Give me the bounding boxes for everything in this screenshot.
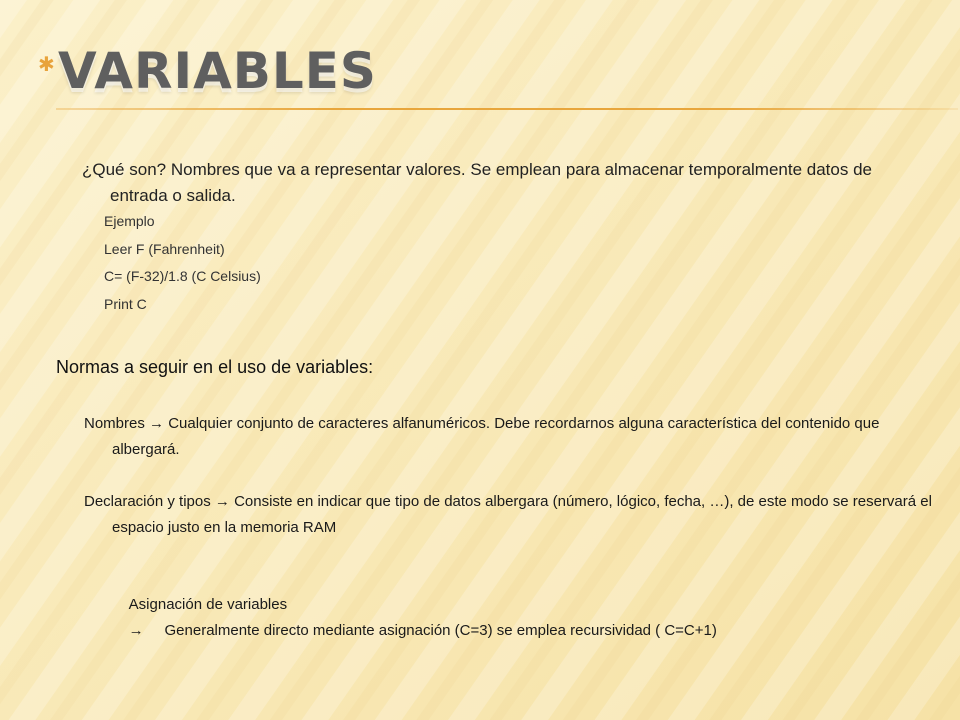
example-line-3: Print C [104,296,147,312]
rule-item-nombres [84,411,942,463]
intro-question: ¿Qué son? [82,160,167,179]
rule-term: Declaración y tipos [84,493,211,510]
rule-item-asignacion [84,566,942,670]
rule-text: Cualquier conjunto de caracteres alfanuméricos. Debe recordarnos alguna característica del contenido que albergará. [112,415,880,458]
rule-text: Consiste en indicar que tipo de datos albergara (número, lógico, fecha, …), de este modo se reservará el espacio justo en la memoria RAM [112,493,932,536]
rule-item-declaracion [84,489,942,541]
title-divider [56,108,958,110]
example-label: Ejemplo [104,213,155,229]
arrow-right-icon: → [128,622,144,639]
rule-term: Asignación de variables [128,596,288,613]
intro-paragraph [82,157,930,209]
rule-term: Nombres [84,415,145,432]
intro-text: Nombres que va a representar valores. Se emplean para almacenar temporalmente datos de entrada o salida. [110,160,872,205]
rule-text: Generalmente directo mediante asignación (C=3) se emplea recursividad ( C=C+1) [143,622,717,639]
rules-subheading: Normas a seguir en el uso de variables: [56,357,374,377]
title-bullet-icon: ✱ [38,52,55,76]
example-line-2: C= (F-32)/1.8 (C Celsius) [104,268,261,284]
example-line-1: Leer F (Fahrenheit) [104,241,225,257]
arrow-right-icon: → [149,415,165,432]
slide-title: VARIABLES [58,42,377,100]
arrow-right-icon: → [214,493,230,510]
